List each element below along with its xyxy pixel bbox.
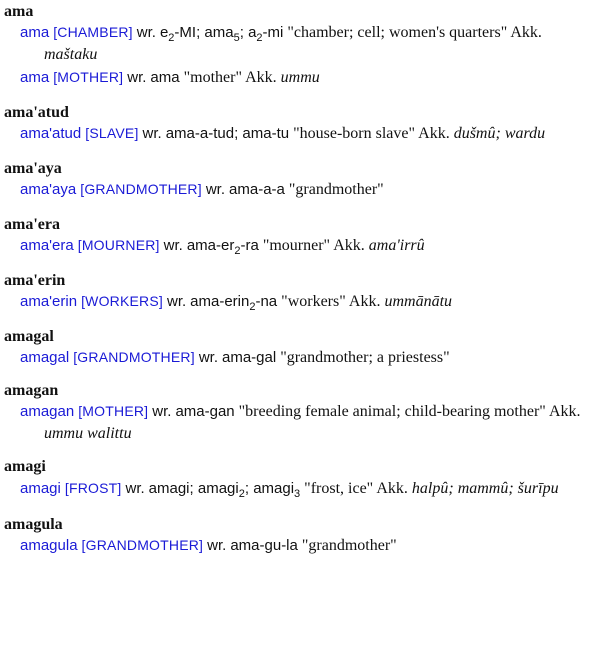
headword: amagal [4, 328, 54, 345]
definition: "grandmother; a priestess" [280, 349, 450, 366]
citation-link[interactable]: ama'era [20, 237, 74, 254]
written-forms: ama [150, 69, 180, 86]
akkadian-equivalent: ama'irrû [368, 237, 425, 254]
headword: amagan [4, 382, 59, 399]
sense-line [20, 178, 591, 201]
guideword-link[interactable]: [GRANDMOTHER] [81, 537, 204, 553]
akkadian-equivalent: dušmû; [453, 125, 501, 142]
guideword-link[interactable]: [GRANDMOTHER] [80, 181, 202, 197]
citation-link[interactable]: amagi [20, 480, 61, 497]
entry-amagula [4, 515, 591, 557]
written-forms: ama-gu-la [230, 537, 298, 554]
entry-amaerin [4, 271, 591, 313]
entry-amaatud [4, 103, 591, 145]
entry-amaaya [4, 159, 591, 201]
definition: "mother" [183, 69, 242, 86]
guideword-link[interactable]: [SLAVE] [85, 125, 139, 141]
citation-link[interactable]: ama'atud [20, 125, 82, 142]
guideword-link[interactable]: [MOURNER] [77, 237, 160, 253]
akkadian-equivalent: halpû; [411, 480, 454, 497]
definition: "house-born slave" [293, 125, 416, 142]
akkadian-equivalent: wardu [504, 125, 546, 142]
akkadian-label: Akk. [548, 403, 581, 420]
sense-line [20, 122, 591, 145]
written-prefix: wr. [198, 349, 218, 366]
sense-line [20, 66, 591, 89]
definition: "breeding female animal; child-bearing mother" [238, 403, 546, 420]
written-prefix: wr. [125, 480, 145, 497]
headword: ama [4, 3, 34, 20]
sense-line [20, 476, 591, 501]
akkadian-equivalent: ummānātu [384, 293, 453, 310]
citation-link[interactable]: ama [20, 24, 50, 41]
entry-amagal [4, 327, 591, 369]
guideword-link[interactable]: [FROST] [64, 480, 122, 496]
akkadian-label: Akk. [418, 125, 450, 142]
sense-line [20, 290, 591, 313]
written-prefix: wr. [127, 69, 147, 86]
written-forms: amagi; amagi$_2$; amagi$_3$ [148, 480, 301, 500]
written-forms: ama-a-a [229, 181, 285, 198]
guideword-link[interactable]: [CHAMBER] [53, 24, 133, 40]
definition: "grandmother" [288, 181, 384, 198]
citation-link[interactable]: ama'erin [20, 293, 78, 310]
written-prefix: wr. [136, 24, 156, 41]
written-forms: ama-gal [221, 349, 277, 366]
written-prefix: wr. [205, 181, 226, 198]
akkadian-equivalent: maštaku [44, 46, 98, 63]
akkadian-label: Akk. [245, 69, 277, 86]
definition: "chamber; cell; women's quarters" [287, 24, 508, 41]
headword: amagula [4, 516, 63, 533]
akkadian-label: Akk. [333, 237, 365, 254]
sense-line [20, 234, 591, 257]
sense-line [20, 346, 591, 369]
written-forms: ama-$er_2-ra$ [186, 237, 259, 257]
citation-link[interactable]: ama [20, 69, 50, 86]
citation-link[interactable]: amagal [20, 349, 70, 366]
guideword-link[interactable]: [WORKERS] [81, 293, 163, 309]
headword: ama'erin [4, 272, 66, 289]
definition: "workers" [281, 293, 346, 310]
akkadian-equivalent: ummu [280, 69, 320, 86]
guideword-link[interactable]: [MOTHER] [53, 69, 124, 85]
akkadian-label: Akk. [510, 24, 542, 41]
written-prefix: wr. [166, 293, 187, 310]
citation-link[interactable]: ama'aya [20, 181, 77, 198]
sense-line [20, 534, 591, 557]
written-forms: ama-gan [175, 403, 235, 420]
sense-line [20, 21, 591, 66]
headword: ama'atud [4, 104, 69, 121]
entry-amagi [4, 457, 591, 501]
written-prefix: wr. [152, 403, 172, 420]
akkadian-equivalent: mammû; šurīpu [457, 480, 559, 497]
entry-amagan [4, 381, 591, 445]
headword: amagi [4, 458, 46, 475]
definition: "mourner" [262, 237, 331, 254]
written-prefix: wr. [163, 237, 183, 254]
sense-line [20, 400, 591, 445]
guideword-link[interactable]: [MOTHER] [78, 403, 149, 419]
headword: ama'era [4, 216, 60, 233]
written-forms: ama-erin$_2$-na [190, 293, 278, 313]
definition: "frost, ice" [304, 480, 374, 497]
citation-link[interactable]: amagan [20, 403, 75, 420]
written-prefix: wr. [207, 537, 227, 554]
citation-link[interactable]: amagula [20, 537, 78, 554]
written-forms: ama-a-tud; ama-tu [165, 125, 290, 142]
akkadian-label: Akk. [376, 480, 408, 497]
entry-ama [4, 2, 591, 89]
akkadian-equivalent: ummu walittu [44, 425, 132, 442]
akkadian-label: Akk. [348, 293, 381, 310]
definition: "grandmother" [301, 537, 397, 554]
headword: ama'aya [4, 160, 62, 177]
written-forms: $e_2-MI$; ama$_5$; $a_2-mi$ [159, 24, 284, 44]
entry-amaera [4, 215, 591, 257]
guideword-link[interactable]: [GRANDMOTHER] [73, 349, 195, 365]
written-prefix: wr. [142, 125, 162, 142]
